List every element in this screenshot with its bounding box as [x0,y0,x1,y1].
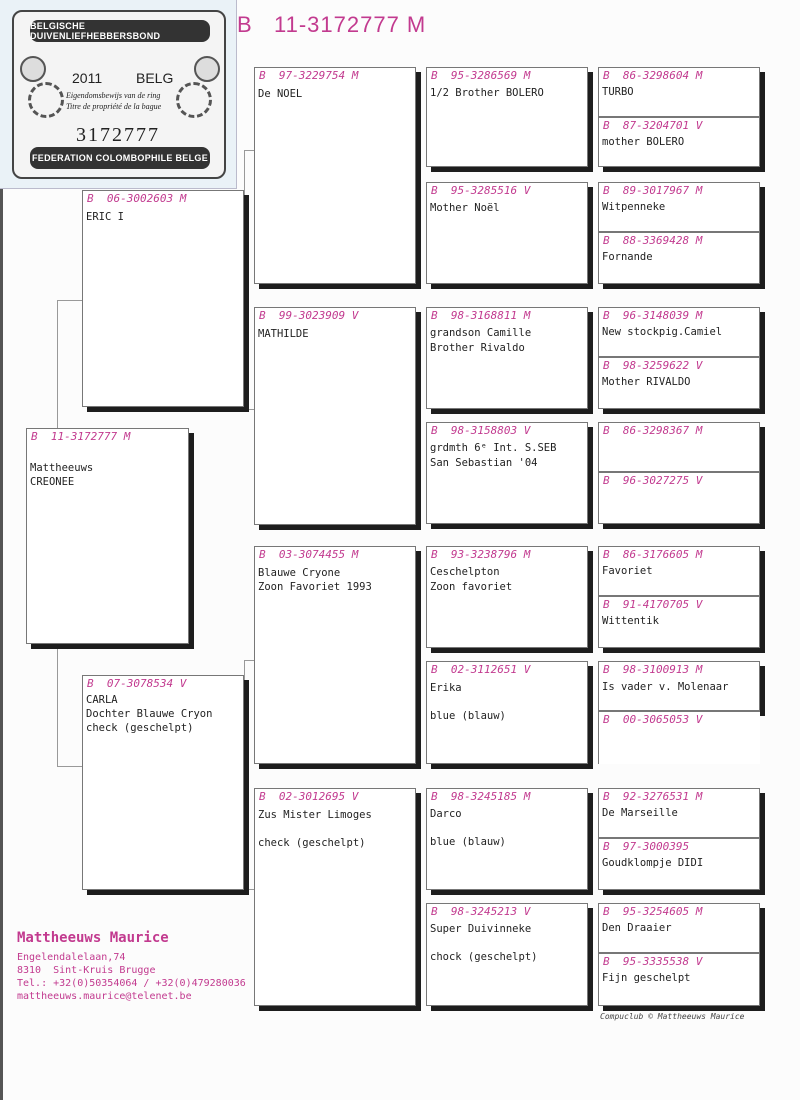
pigeon-name: Is vader v. Molenaar [602,681,729,693]
ring-number: B 86-3298604 M [603,69,703,82]
pigeon-card-subject [26,428,189,644]
pigeon-name: grdmth 6ᵉ Int. S.SEB [430,442,557,454]
pigeon-color: check (geschelpt) [258,837,366,849]
ring-number: B 97-3000395 [603,840,690,853]
ring-number: B 92-3276531 M [603,790,703,803]
owner-contact-block [17,930,246,1003]
certificate-line-fr: Titre de propriété de la bague [66,102,162,111]
pigeon-card-gen4 [598,472,760,524]
pigeon-name: Den Draaier [602,922,672,934]
medal-icon [194,56,220,82]
pigeon-card-gen4 [598,596,760,648]
pigeon-card-sire [82,190,244,407]
pigeon-card-dam [82,675,244,890]
pigeon-card-gen4 [598,661,760,711]
certificate-line-nl: Eigendomsbewijs van de ring [66,91,161,100]
pigeon-name: Erika [430,682,462,694]
ring-number: B 95-3254605 M [603,905,703,918]
pigeon-name: Wittentik [602,615,659,627]
pigeon-card-gen2 [254,788,416,1006]
ring-number: B 87-3204701 V [603,119,703,132]
pigeon-note: San Sebastian '04 [430,457,538,469]
ring-number: B 97-3229754 M [259,69,359,82]
page-title: B 11-3172777 M [237,12,427,37]
pigeon-card-gen3 [426,661,588,764]
ring-number: B 02-3012695 V [259,790,359,803]
certificate-country: BELG [136,70,174,86]
ring-number: B 00-3065053 V [603,713,703,726]
connector-line [57,300,82,430]
ring-number: B 07-3078534 V [87,677,187,690]
ring-number: B 98-3245185 M [431,790,531,803]
owner-city: 8310 Sint-Kruis Brugge [17,965,156,976]
pigeon-name: 1/2 Brother BOLERO [430,87,544,99]
pigeon-name: MATHILDE [258,328,309,340]
pigeon-name: Fornande [602,251,653,263]
pigeon-card-gen4 [598,232,760,284]
ring-number: B 11-3172777 M [31,430,131,443]
pigeon-color: chock (geschelpt) [430,951,538,963]
pigeon-card-gen4 [598,182,760,232]
pigeon-name: ERIC I [86,211,124,223]
connector-line [57,642,82,767]
pigeon-card-gen4 [598,67,760,117]
gear-seal-icon [176,82,212,118]
pigeon-card-gen4 [598,953,760,1006]
ring-number: B 86-3298367 M [603,424,703,437]
pigeon-name: Zus Mister Limoges [258,809,372,821]
pigeon-color: blue (blauw) [430,710,506,722]
pigeon-name: Mother Noël [430,202,500,214]
ring-number: B 91-4170705 V [603,598,703,611]
pigeon-name: CREONEE [30,476,75,488]
ring-number: B 02-3112651 V [431,663,531,676]
ring-number: B 86-3176605 M [603,548,703,561]
owner-phone: Tel.: +32(0)50354064 / +32(0)479280036 [17,978,246,989]
owner-email: mattheeuws.maurice@telenet.be [17,991,192,1002]
owner-name: Mattheeuws Maurice [17,930,169,946]
ring-number: B 93-3238796 M [431,548,531,561]
pigeon-name: Fijn geschelpt [602,972,691,984]
pigeon-card-gen2 [254,546,416,764]
pigeon-card-gen3 [426,546,588,648]
pigeon-note: Dochter Blauwe Cryon [86,708,213,720]
pigeon-card-gen4 [598,357,760,409]
pigeon-name: Goudklompje DIDI [602,857,704,869]
connector-line [244,660,254,890]
pigeon-name: CARLA [86,694,118,706]
ring-number: B 95-3285516 V [431,184,531,197]
gear-seal-icon [28,82,64,118]
pigeon-name: De NOEL [258,88,303,100]
software-credit: Compuclub © Mattheeuws Maurice [600,1012,745,1021]
ring-number: B 95-3335538 V [603,955,703,968]
pigeon-name: Witpenneke [602,201,666,213]
pigeon-name: Darco [430,808,462,820]
pigeon-card-gen3 [426,903,588,1006]
pigeon-name: Ceschelpton [430,566,500,578]
pigeon-name: Super Duivinneke [430,923,532,935]
pigeon-name: TURBO [602,86,634,98]
pigeon-card-gen3 [426,182,588,284]
pigeon-card-gen4 [598,788,760,838]
pigeon-card-gen3 [426,422,588,524]
ring-number: B 88-3369428 M [603,234,703,247]
pigeon-note: Zoon Favoriet 1993 [258,581,372,593]
certificate-org-bottom: FEDERATION COLOMBOPHILE BELGE [30,147,210,169]
pigeon-card-gen4 [598,422,760,472]
owner-address: Engelendalelaan,74 [17,952,126,963]
ring-number: B 06-3002603 M [87,192,187,205]
ring-number: B 98-3245213 V [431,905,531,918]
certificate-org-top: BELGISCHE DUIVENLIEFHEBBERSBOND [30,20,210,42]
pigeon-card-gen4 [598,711,760,764]
pigeon-card-gen3 [426,67,588,167]
ring-number: B 89-3017967 M [603,184,703,197]
ring-number: B 95-3286569 M [431,69,531,82]
pigeon-card-gen4 [598,903,760,953]
pigeon-color: blue (blauw) [430,836,506,848]
connector-line [244,150,254,410]
ring-number: B 99-3023909 V [259,309,359,322]
pigeon-name: mother BOLERO [602,136,685,148]
pigeon-name: De Marseille [602,807,678,819]
pigeon-name: grandson Camille [430,327,532,339]
pigeon-name: New stockpig.Camiel [602,326,723,338]
certificate-number: 3172777 [76,124,160,146]
pigeon-owner: Mattheeuws [30,462,94,474]
pigeon-card-gen2 [254,67,416,284]
certificate-frame [12,10,226,179]
pigeon-name: Mother RIVALDO [602,376,691,388]
pigeon-name: Blauwe Cryone [258,567,341,579]
pigeon-note: Brother Rivaldo [430,342,525,354]
pigeon-card-gen4 [598,546,760,596]
pigeon-card-gen2 [254,307,416,525]
pigeon-note: Zoon favoriet [430,581,513,593]
ring-number: B 98-3168811 M [431,309,531,322]
medal-icon [20,56,46,82]
pigeon-card-gen3 [426,788,588,890]
ring-number: B 98-3100913 M [603,663,703,676]
ring-number: B 98-3259622 V [603,359,703,372]
ring-number: B 98-3158803 V [431,424,531,437]
certificate-year: 2011 [72,70,103,86]
ring-number: B 96-3148039 M [603,309,703,322]
pigeon-card-gen3 [426,307,588,409]
pigeon-card-gen4 [598,838,760,890]
ring-number: B 96-3027275 V [603,474,703,487]
ring-certificate [0,0,237,189]
pigeon-card-gen4 [598,307,760,357]
pigeon-name: Favoriet [602,565,653,577]
pigeon-card-gen4 [598,117,760,167]
pigeon-color: check (geschelpt) [86,722,194,734]
ring-number: B 03-3074455 M [259,548,359,561]
